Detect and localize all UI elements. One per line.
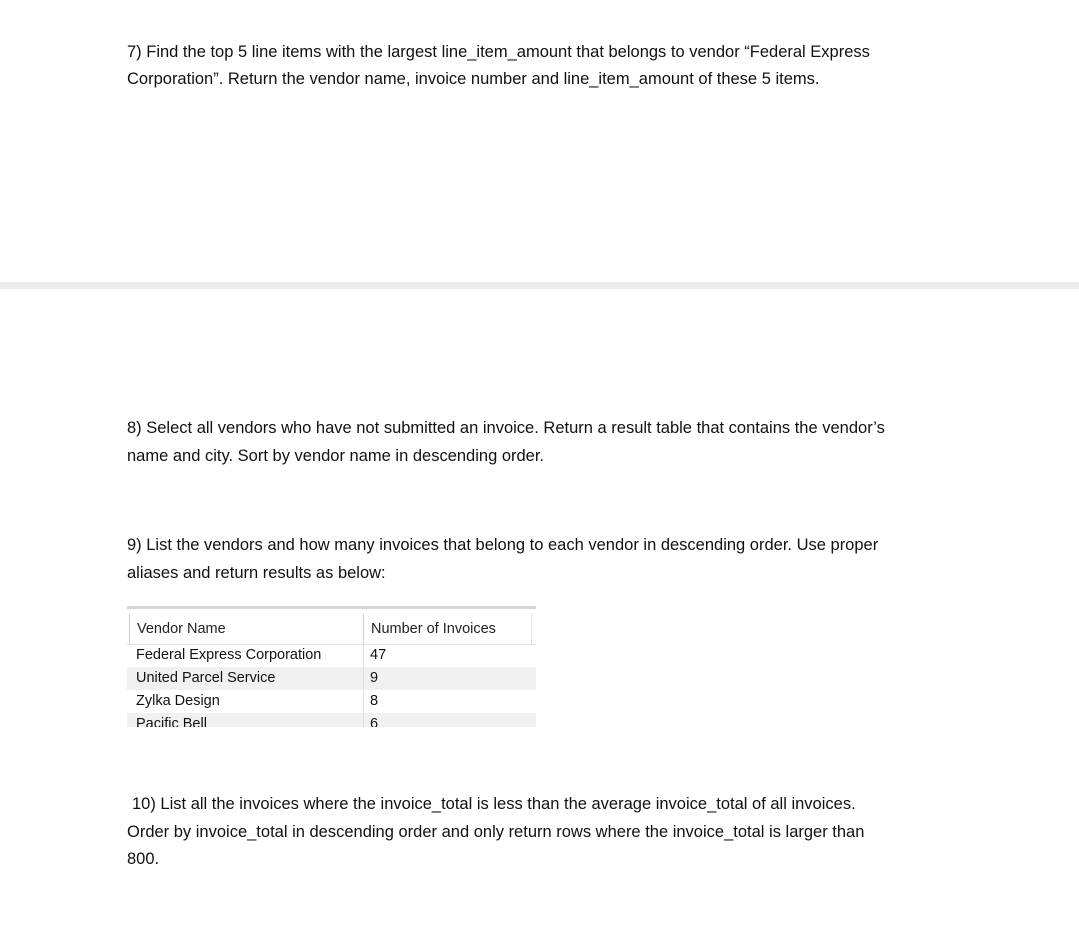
question-10-line-2: Order by invoice_total in descending order and only return rows where the invoice_total is larger than (127, 822, 865, 841)
result-table (127, 603, 536, 727)
table-row (127, 667, 536, 690)
question-10 (127, 791, 967, 874)
question-10-line-1: 10) List all the invoices where the invoice_total is less than the average invoice_total of all invoices. (132, 795, 856, 813)
question-9 (127, 532, 967, 587)
page-divider (0, 282, 1079, 289)
question-8 (127, 415, 967, 470)
column-header-number-of-invoices: Number of Invoices (363, 614, 532, 644)
vendor-name-cell: Pacific Bell (136, 716, 207, 727)
question-9-line-2: aliases and return results as below: (127, 563, 386, 582)
question-8-line-2: name and city. Sort by vendor name in descending order. (127, 446, 545, 465)
vendor-name-cell: Federal Express Corporation (136, 647, 322, 663)
table-row (127, 713, 536, 727)
question-7-line-2: Corporation”. Return the vendor name, invoice number and line_item_amount of these 5 items. (127, 70, 820, 88)
table-row (127, 690, 536, 713)
invoice-count-cell: 9 (370, 670, 379, 686)
question-8-line-1: 8) Select all vendors who have not submitted an invoice. Return a result table that contains the vendor’s (127, 419, 885, 437)
question-9-line-1: 9) List the vendors and how many invoices that belong to each vendor in descending order. Use proper (127, 536, 879, 554)
column-header-vendor-name: Vendor Name (129, 614, 370, 644)
column-separator (363, 644, 364, 727)
invoice-count-cell: 8 (370, 693, 379, 709)
table-top-border (127, 606, 536, 609)
invoice-count-cell: 47 (370, 647, 387, 663)
question-10-line-3: 800. (127, 850, 160, 868)
question-7-line-1: 7) Find the top 5 line items with the largest line_item_amount that belongs to vendor “Federal Express (127, 43, 870, 61)
question-7 (127, 39, 967, 93)
vendor-name-cell: United Parcel Service (136, 670, 276, 686)
table-row (127, 644, 536, 667)
vendor-name-cell: Zylka Design (136, 693, 220, 709)
invoice-count-cell: 6 (370, 716, 379, 727)
